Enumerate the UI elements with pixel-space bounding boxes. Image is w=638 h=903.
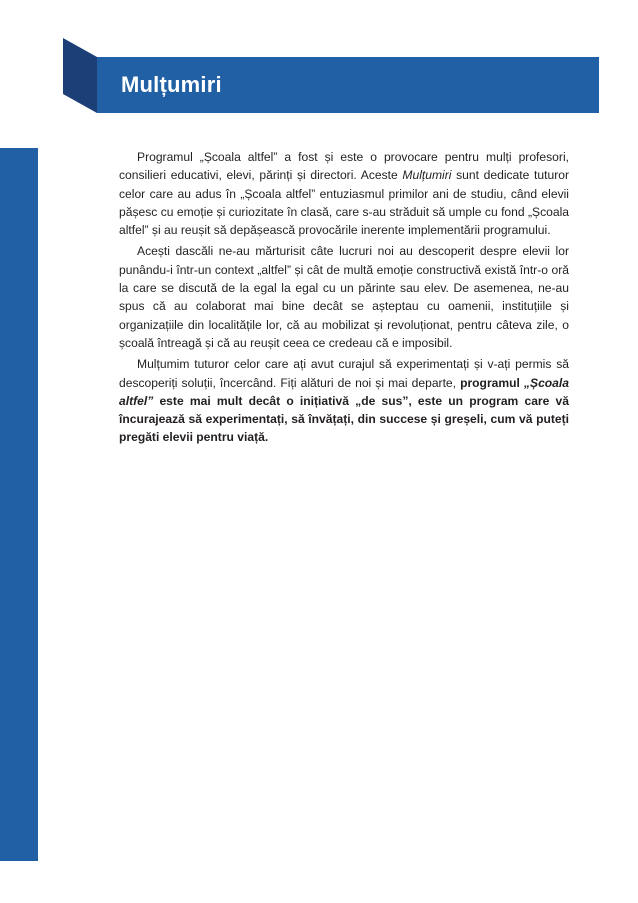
left-sidebar-bar: [0, 148, 38, 861]
paragraph-1-text-a: Programul „Școala altfel” a fost și este o provocare pentru mulți profesori, consilieri educativi, elevi, părinți și directori. Aceste: [119, 150, 569, 183]
paragraph-3-bold-a: programul: [460, 375, 524, 390]
paragraph-1: [119, 148, 569, 239]
header-banner: [0, 0, 638, 140]
paragraph-2: Acești dascăli ne-au mărturisit câte lucruri noi au descoperit despre elevii lor punându-i într-un context „altfel” și cât de multă emoție constructivă există într-o oră la care se discută de la egal la egal cu un părinte sau elev. De asemenea, ne-au spus că au colaborat mai bine decât se așteptau cu oamenii, instituțiile și organizațiile din localitățile lor, că au mobilizat și revoluționat, pentru câteva zile, o școală întreagă și că au reușit ceea ce credeau că e imposibil.: [119, 244, 569, 350]
banner-fold-shadow: [63, 38, 97, 113]
paragraph-3-bold-italic: „Școala altfel”: [119, 375, 569, 408]
body-text: [119, 148, 569, 450]
page-title: Mulțumiri: [121, 72, 222, 97]
paragraph-1-text-b: sunt dedicate tuturor celor care au adus în „Școala altfel” entuziasmul primilor ani de studiu, când elevii pășesc cu emoție și curiozitate în clasă, care s-au străduit să umple cu fond „Școala altfel” și au reușit să depășească provocările inerente implementării programului.: [119, 168, 569, 238]
paragraph-3: [119, 355, 569, 446]
paragraph-3-text-a: Mulțumim tuturor celor care ați avut curajul să experimentați și v-ați permis să descoperiți soluții, încercând. Fiți alături de noi și mai departe,: [119, 357, 569, 390]
paragraph-1-emphasis: Mulțumiri: [402, 168, 452, 183]
paragraph-3-bold-b: este mai mult decât o inițiativă „de sus”, este un program care vă încurajează să experimentați, să învățați, din succese și greșeli, cum vă puteți pregăti elevii pentru viață.: [119, 393, 569, 445]
